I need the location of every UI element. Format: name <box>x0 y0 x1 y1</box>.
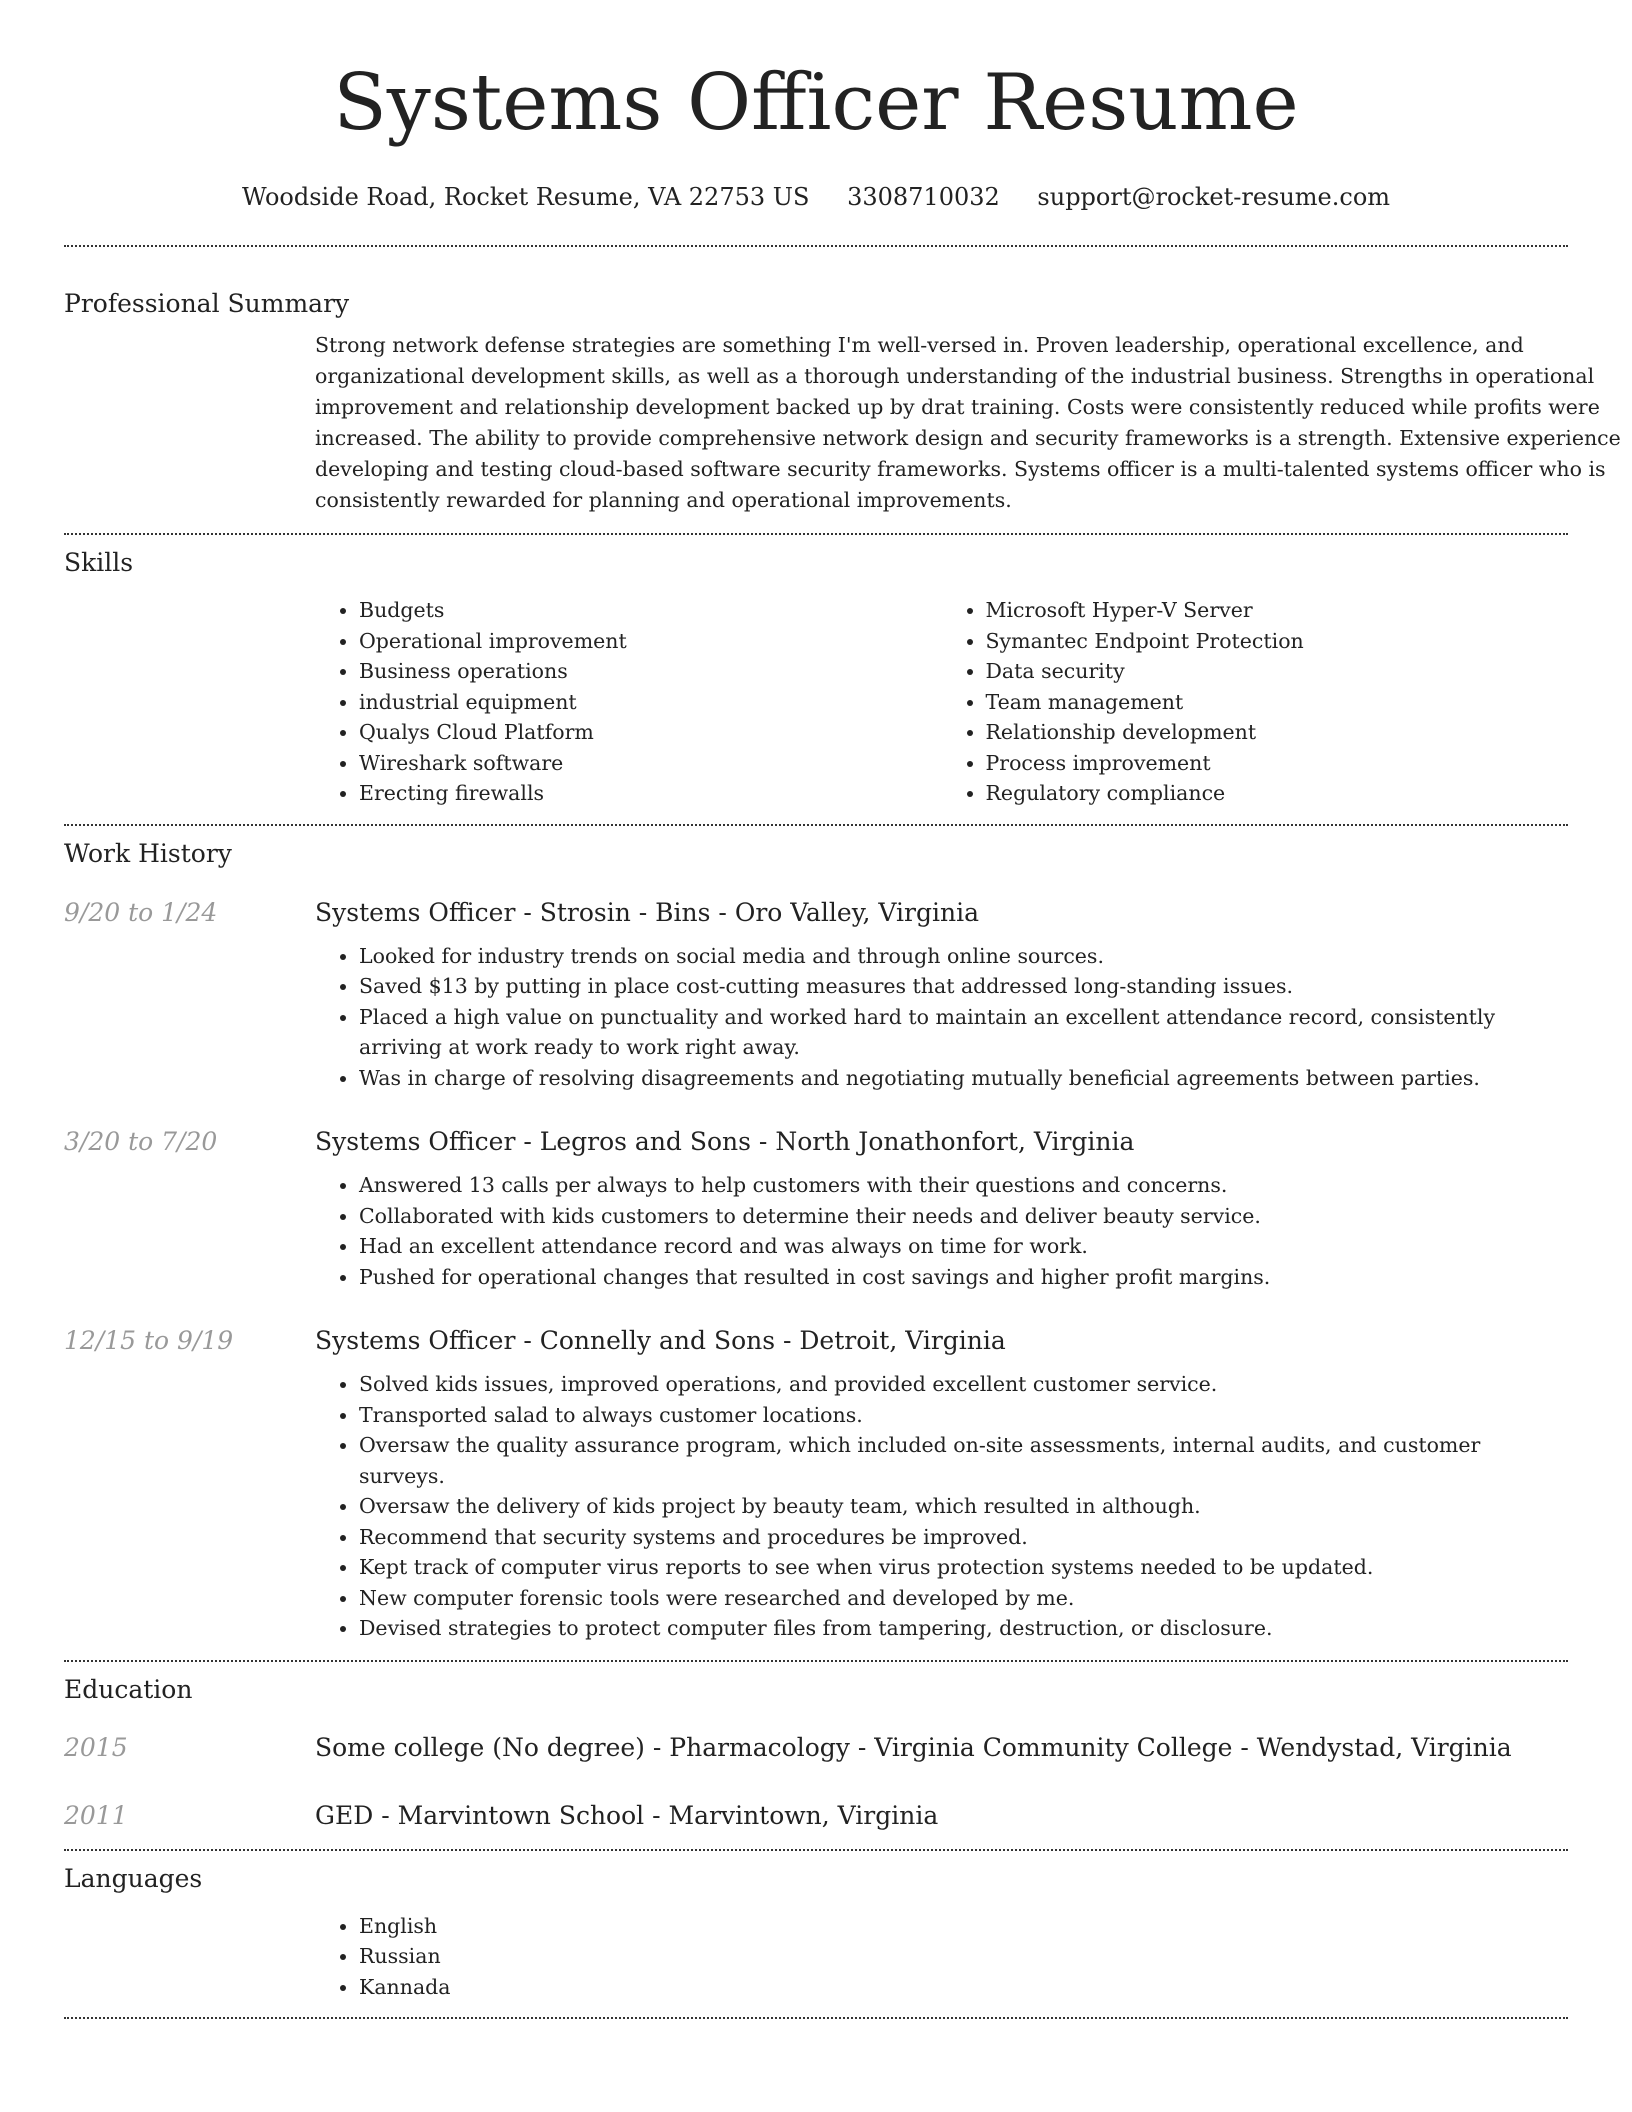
job-bullet: • Recommend that security systems and procedures be improved. <box>359 1522 1568 1553</box>
section-title-skills: Skills <box>64 548 134 577</box>
skill-item: • Microsoft Hyper-V Server <box>986 595 1569 626</box>
skill-item: • Symantec Endpoint Protection <box>986 626 1569 657</box>
education-year: 2015 <box>64 1732 128 1762</box>
job-bullet: • Saved $13 by putting in place cost-cutting measures that addressed long-standing issues. <box>359 971 1568 1002</box>
job-entry <box>64 1324 1568 1644</box>
job-entry <box>64 896 1568 1094</box>
work-section <box>0 826 1632 1660</box>
education-entry <box>64 1731 1568 1799</box>
job-bullet: • Solved kids issues, improved operations, and provided excellent customer service. <box>359 1369 1568 1400</box>
job-bullets <box>315 941 1568 1094</box>
languages-section <box>0 1851 1632 2018</box>
language-item: • Russian <box>359 1941 1568 1972</box>
job-entry <box>64 1125 1568 1292</box>
section-title-work: Work History <box>64 838 232 868</box>
job-bullet: • Transported salad to always customer locations. <box>359 1400 1568 1431</box>
skill-item: • Regulatory compliance <box>986 778 1569 809</box>
skill-item: • industrial equipment <box>359 687 942 718</box>
skill-item: • Data security <box>986 656 1569 687</box>
education-title: GED - Marvintown School - Marvintown, Virginia <box>315 1800 939 1830</box>
skills-columns <box>315 595 1568 809</box>
job-bullet: • Pushed for operational changes that resulted in cost savings and higher profit margins. <box>359 1262 1568 1293</box>
job-dates: 12/15 to 9/19 <box>64 1326 234 1355</box>
job-title: Systems Officer - Connelly and Sons - Detroit, Virginia <box>315 1326 1006 1355</box>
education-section <box>0 1662 1632 1849</box>
job-bullet: • Oversaw the delivery of kids project by beauty team, which resulted in although. <box>359 1491 1568 1522</box>
skills-list-left <box>315 595 942 809</box>
language-item: • English <box>359 1911 1568 1942</box>
contact-phone: 3308710032 <box>847 183 1000 211</box>
job-bullet: • Oversaw the quality assurance program, which included on-site assessments, internal audits, and customer surveys. <box>359 1430 1568 1491</box>
job-bullet: • New computer forensic tools were researched and developed by me. <box>359 1583 1568 1614</box>
section-title-education: Education <box>64 1674 193 1704</box>
contact-address: Woodside Road, Rocket Resume, VA 22753 US <box>241 183 810 211</box>
summary-text: Strong network defense strategies are something I'm well-versed in. Proven leadership, operational excellence, and organizational development skills, as well as a thorough understanding of the industrial business. Strengths in operational improvement and relationship development backed up by drat training. Costs were consistently reduced while profits were increased. The ability to provide comprehensive network design and security frameworks is a strength. Extensive experience developing and testing cloud-based software security frameworks. Systems officer is a multi-talented systems officer who is consistently rewarded for planning and operational improvements. <box>315 333 1621 512</box>
resume-title: Systems Officer Resume <box>333 58 1299 148</box>
job-bullets <box>315 1170 1568 1292</box>
skills-section <box>0 535 1632 824</box>
job-bullet: • Kept track of computer virus reports to see when virus protection systems needed to be updated. <box>359 1552 1568 1583</box>
languages-list-wrap <box>315 1911 1568 2003</box>
job-bullet: • Was in charge of resolving disagreements and negotiating mutually beneficial agreements between parties. <box>359 1063 1568 1094</box>
skill-item: • Process improvement <box>986 748 1569 779</box>
languages-list <box>315 1911 1568 2003</box>
skill-item: • Relationship development <box>986 717 1569 748</box>
education-title: Some college (No degree) - Pharmacology - Virginia Community College - Wendystad, Virginia <box>315 1732 1512 1762</box>
skills-list-right <box>942 595 1569 809</box>
job-dates: 9/20 to 1/24 <box>64 897 218 927</box>
job-dates: 3/20 to 7/20 <box>64 1127 218 1156</box>
contact-line <box>0 180 1632 214</box>
skill-item: • Wireshark software <box>359 748 942 779</box>
job-bullets <box>315 1369 1568 1644</box>
education-year: 2011 <box>64 1800 128 1830</box>
job-bullet: • Collaborated with kids customers to determine their needs and deliver beauty service. <box>359 1201 1568 1232</box>
skill-item: • Erecting firewalls <box>359 778 942 809</box>
summary-section <box>0 247 1632 533</box>
job-bullet: • Placed a high value on punctuality and worked hard to maintain an excellent attendance record, consistently arriving at work ready to work right away. <box>359 1002 1568 1063</box>
language-item: • Kannada <box>359 1972 1568 2003</box>
job-bullet: • Had an excellent attendance record and was always on time for work. <box>359 1231 1568 1262</box>
skill-item: • Business operations <box>359 656 942 687</box>
job-bullet: • Answered 13 calls per always to help customers with their questions and concerns. <box>359 1170 1568 1201</box>
resume-header <box>0 0 1632 214</box>
divider <box>64 2017 1568 2019</box>
skill-item: • Qualys Cloud Platform <box>359 717 942 748</box>
job-title: Systems Officer - Legros and Sons - North Jonathonfort, Virginia <box>315 1127 1135 1156</box>
job-title: Systems Officer - Strosin - Bins - Oro Valley, Virginia <box>315 897 979 927</box>
job-bullet: • Devised strategies to protect computer files from tampering, destruction, or disclosure. <box>359 1613 1568 1644</box>
section-title-summary: Professional Summary <box>64 289 350 318</box>
job-bullet: • Looked for industry trends on social media and through online sources. <box>359 941 1568 972</box>
section-title-languages: Languages <box>64 1863 203 1893</box>
skill-item: • Budgets <box>359 595 942 626</box>
education-entry <box>64 1799 1568 1849</box>
skill-item: • Team management <box>986 687 1569 718</box>
skill-item: • Operational improvement <box>359 626 942 657</box>
contact-email: support@rocket-resume.com <box>1037 183 1391 211</box>
